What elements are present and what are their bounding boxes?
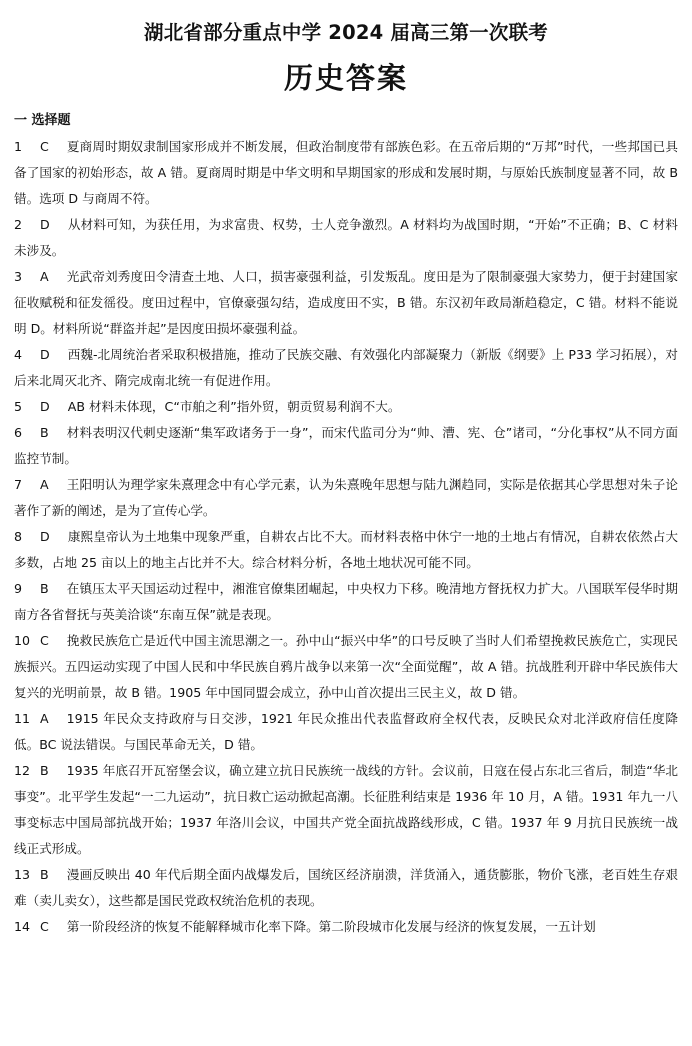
answer-explanation: 1935 年底召开瓦窑堡会议，确立建立抗日民族统一战线的方针。会议前，日寇在侵占东北三省后，制造“华北事变”。北平学生发起“一二九运动”，抗日救亡运动掀起高潮。长征胜利结束是 1936 年 10 月，A 错。1931 年九一八事变标志中国局部抗战开始；1937 年洛川会议，中国共产党全面抗战路线形成，C 错。1937 年 9 月抗日民族统一战线正式形成。 [14,763,678,856]
answer-choice: C [40,633,49,648]
answer-number: 8 [14,529,23,544]
document-subtitle: 历史答案 [283,61,408,95]
answer-explanation: 1915 年民众支持政府与日交涉，1921 年民众推出代表监督政府全权代表，反映民众对北洋政府信任度降低。BC 说法错误。与国民革命无关，D 错。 [14,711,678,752]
answer-choice: A [40,477,49,492]
answer-choice: A [40,711,49,726]
answer-choice: C [40,919,49,934]
answer-item-12 [14,758,678,862]
answer-explanation: 漫画反映出 40 年代后期全面内战爆发后，国统区经济崩溃，洋货涌入，通货膨胀，物价飞涨，老百姓生存艰难（卖儿卖女），这些都是国民党政权统治危机的表现。 [14,867,678,908]
answer-choice: B [40,763,49,778]
answer-item-8 [14,524,678,576]
answer-item-13 [14,862,678,914]
answer-explanation: 在镇压太平天国运动过程中，湘淮官僚集团崛起，中央权力下移。晚清地方督抚权力扩大。八国联军侵华时期南方各省督抚与英美洽谈“东南互保”就是表现。 [14,581,678,622]
answer-item-10 [14,628,678,706]
answer-number: 9 [14,581,23,596]
answer-explanation: 第一阶段经济的恢复不能解释城市化率下降。第二阶段城市化发展与经济的恢复发展，一五计划 [66,919,596,934]
document-title: 湖北省部分重点中学 2024 届高三第一次联考 [144,21,548,44]
answer-choice: A [40,269,49,284]
answer-number: 2 [14,217,23,232]
answer-number: 12 [14,763,31,778]
section-heading: 一 选择题 [14,113,71,128]
answer-item-1 [14,134,678,212]
answer-explanation: 光武帝刘秀度田令清查土地、人口，损害豪强利益，引发叛乱。度田是为了限制豪强大家势力，便于封建国家征收赋税和征发徭役。度田过程中，官僚豪强勾结，造成度田不实，B 错。东汉初年政局渐趋稳定，C 错。材料不能说明 D。材料所说“群盗并起”是因度田损坏豪强利益。 [14,269,678,336]
answer-item-7 [14,472,678,524]
answer-explanation: 从材料可知，为获任用，为求富贵、权势，士人竞争激烈。A 材料均为战国时期，“开始”不正确；B、C 材料未涉及。 [14,217,678,258]
answer-choice: C [40,139,49,154]
answer-item-4 [14,342,678,394]
answer-explanation: AB 材料未体现，C“市舶之利”指外贸，朝贡贸易利润不大。 [67,399,401,414]
answer-number: 5 [14,399,23,414]
answer-item-3 [14,264,678,342]
answer-choice: B [40,867,49,882]
answer-number: 1 [14,139,23,154]
answer-choice: D [40,347,50,362]
answer-explanation: 挽救民族危亡是近代中国主流思潮之一。孙中山“振兴中华”的口号反映了当时人们希望挽救民族危亡，实现民族振兴。五四运动实现了中国人民和中华民族自鸦片战争以来第一次“全面觉醒”，故 A 错。抗战胜利开辟中华民族伟大复兴的光明前景，故 B 错。1905 年中国同盟会成立，孙中山首次提出三民主义，故 D 错。 [14,633,678,700]
answer-explanation: 王阳明认为理学家朱熹理念中有心学元素，认为朱熹晚年思想与陆九渊趋同，实际是依据其心学思想对朱子论著作了新的阐述，是为了宣传心学。 [14,477,678,518]
answer-item-14 [14,914,678,940]
answer-item-2 [14,212,678,264]
answer-choice: B [40,581,49,596]
answer-number: 14 [14,919,31,934]
answer-number: 7 [14,477,23,492]
answer-explanation: 西魏-北周统治者采取积极措施，推动了民族交融、有效强化内部凝聚力（新版《纲要》上 P33 学习拓展），对后来北周灭北齐、隋完成南北统一有促进作用。 [14,347,678,388]
answer-item-5 [14,394,678,420]
answer-choice: D [40,217,50,232]
answer-explanation: 康熙皇帝认为土地集中现象严重，自耕农占比不大。而材料表格中休宁一地的土地占有情况，自耕农依然占大多数，占地 25 亩以上的地主占比并不大。综合材料分析，各地土地状况可能不同。 [14,529,678,570]
answer-list [14,134,678,940]
answer-number: 10 [14,633,31,648]
answer-explanation: 材料表明汉代刺史逐渐“集军政诸务于一身”，而宋代监司分为“帅、漕、宪、仓”诸司，“分化事权”从不同方面监控节制。 [14,425,678,466]
answer-explanation: 夏商周时期奴隶制国家形成并不断发展，但政治制度带有部族色彩。在五帝后期的“万邦”时代，一些邦国已具备了国家的初始形态，故 A 错。夏商周时期是中华文明和早期国家的形成和发展时期，与原始氏族制度显著不同，故 B 错。选项 D 与商周不符。 [14,139,678,206]
answer-item-6 [14,420,678,472]
answer-choice: D [40,529,50,544]
answer-number: 4 [14,347,23,362]
answer-number: 11 [14,711,31,726]
answer-number: 13 [14,867,31,882]
answer-number: 3 [14,269,23,284]
answer-item-9 [14,576,678,628]
answer-number: 6 [14,425,23,440]
answer-choice: B [40,425,49,440]
answer-item-11 [14,706,678,758]
answer-choice: D [40,399,50,414]
